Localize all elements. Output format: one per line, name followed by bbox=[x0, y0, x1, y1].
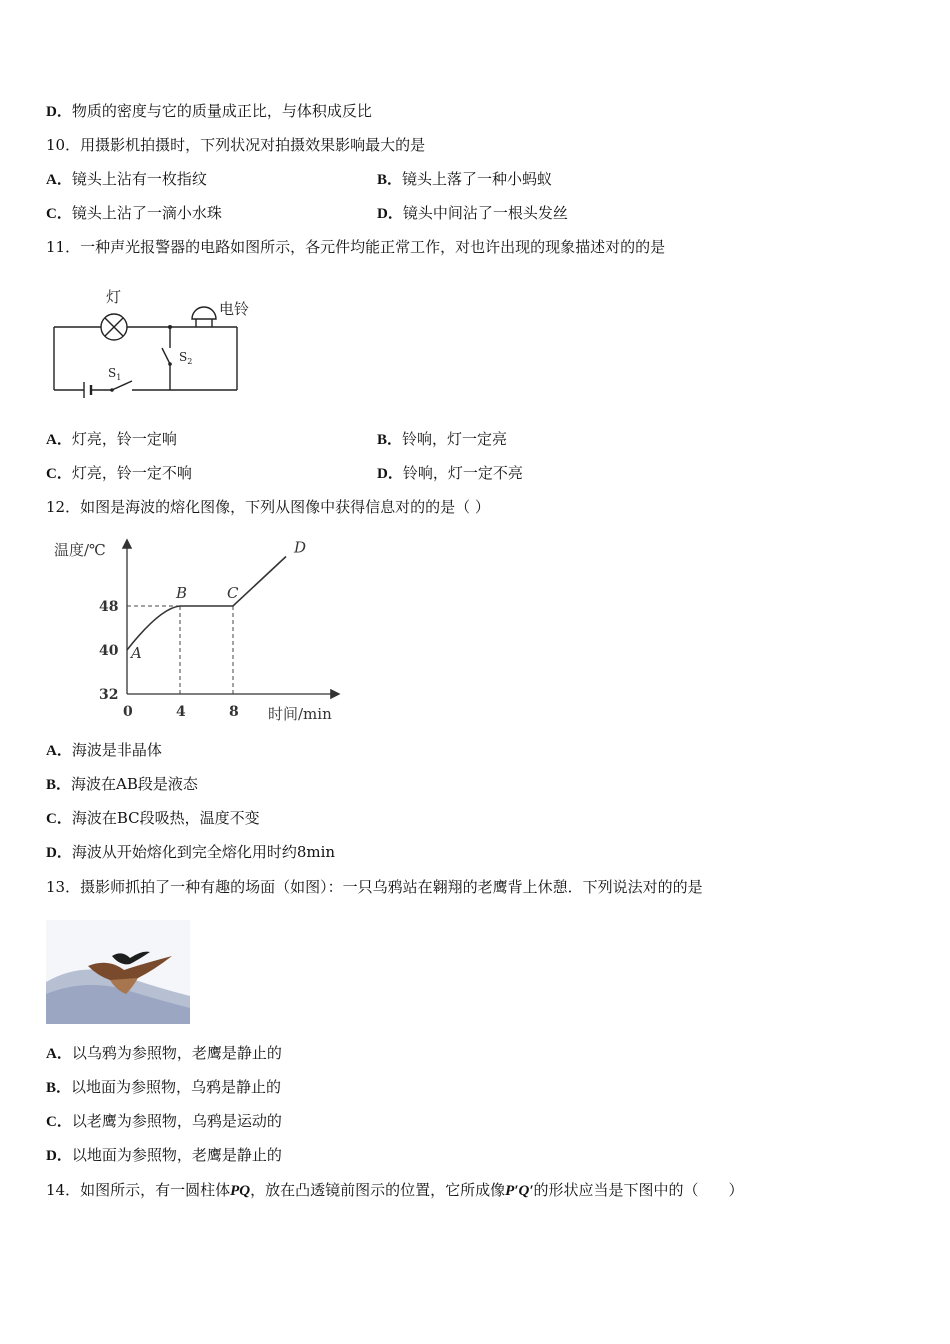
bell-label: 电铃 bbox=[219, 300, 250, 318]
option-text: 铃响，灯一定亮 bbox=[402, 430, 508, 448]
q13-option-d bbox=[46, 1145, 282, 1166]
option-label: D． bbox=[46, 1148, 72, 1164]
x-tick-label: 4 bbox=[176, 704, 186, 720]
q9-option-d bbox=[46, 101, 372, 122]
option-text: 镜头上沾有一枚指纹 bbox=[71, 170, 207, 188]
q12-stem: 12．如图是海波的熔化图像，下列从图像中获得信息对的的是（ ） bbox=[46, 498, 490, 516]
eagle-crow-photo bbox=[46, 920, 190, 1024]
q13-option-c bbox=[46, 1111, 282, 1132]
q10-option-c bbox=[46, 203, 222, 224]
melting-chart bbox=[46, 533, 356, 727]
q11-option-d bbox=[377, 463, 523, 484]
point-label-A: A bbox=[131, 644, 142, 662]
option-label: A． bbox=[46, 432, 72, 448]
q10-stem: 10．用摄影机拍摄时，下列状况对拍摄效果影响最大的是 bbox=[46, 136, 426, 154]
q11-option-c bbox=[46, 463, 192, 484]
option-label: C． bbox=[46, 1114, 72, 1130]
q11-stem: 11．一种声光报警器的电路如图所示，各元件均能正常工作，对也许出现的现象描述对的的是 bbox=[46, 238, 666, 256]
option-label: A． bbox=[46, 743, 72, 759]
option-label: B． bbox=[377, 172, 403, 188]
q12-option-c bbox=[46, 808, 260, 829]
stem-text: ，放在凸透镜前图示的位置，它所成像 bbox=[250, 1181, 506, 1199]
option-label: B． bbox=[377, 432, 403, 448]
lamp-icon bbox=[101, 314, 127, 340]
option-text: 以地面为参照物，老鹰是静止的 bbox=[71, 1146, 282, 1164]
option-label: D． bbox=[377, 466, 403, 482]
option-text: 海波从开始熔化到完全熔化用时约8min bbox=[71, 843, 336, 861]
option-text: 海波在AB段是液态 bbox=[71, 775, 198, 793]
option-label: C． bbox=[46, 466, 72, 482]
circuit-diagram bbox=[46, 282, 266, 400]
x-tick-label: 0 bbox=[123, 704, 133, 720]
option-label: C． bbox=[46, 811, 72, 827]
switch-s1-label: $S_1$ bbox=[108, 366, 122, 382]
q11-option-a bbox=[46, 429, 177, 450]
q11-option-b bbox=[377, 429, 507, 450]
q12-option-b bbox=[46, 774, 198, 795]
option-text: 灯亮，铃一定不响 bbox=[71, 464, 192, 482]
y-tick-label: 32 bbox=[99, 687, 119, 703]
x-tick-label: 8 bbox=[229, 704, 239, 720]
option-label: D． bbox=[46, 104, 72, 120]
option-text: 海波是非晶体 bbox=[71, 741, 162, 759]
option-label: A． bbox=[46, 1046, 72, 1062]
y-tick-label: 48 bbox=[99, 599, 119, 615]
option-text: 以地面为参照物，乌鸦是静止的 bbox=[71, 1078, 282, 1096]
option-text: 灯亮，铃一定响 bbox=[71, 430, 177, 448]
q14-stem bbox=[46, 1180, 744, 1201]
option-label: B． bbox=[46, 1080, 72, 1096]
switch-s2-contact bbox=[168, 362, 172, 366]
option-label: D． bbox=[46, 845, 72, 861]
q10-option-b bbox=[377, 169, 552, 190]
option-label: A． bbox=[46, 172, 72, 188]
option-label: D． bbox=[377, 206, 403, 222]
lamp-label: 灯 bbox=[106, 288, 122, 306]
option-text: 镜头上沾了一滴小水珠 bbox=[71, 204, 222, 222]
option-text: 以乌鸦为参照物，老鹰是静止的 bbox=[71, 1044, 282, 1062]
option-text: 物质的密度与它的质量成正比，与体积成反比 bbox=[71, 102, 372, 120]
option-text: 海波在BC段吸热，温度不变 bbox=[71, 809, 260, 827]
option-label: C． bbox=[46, 206, 72, 222]
stem-text: 的形状应当是下图中的（ ） bbox=[533, 1181, 744, 1199]
switch-s1-contact bbox=[110, 388, 114, 392]
option-text: 镜头上落了一种小蚂蚁 bbox=[402, 170, 553, 188]
q10-option-a bbox=[46, 169, 207, 190]
q12-option-d bbox=[46, 842, 335, 863]
stem-text: 14．如图所示，有一圆柱体 bbox=[46, 1181, 231, 1199]
q13-stem: 13．摄影师抓拍了一种有趣的场面（如图）：一只乌鸦站在翱翔的老鹰背上休憩．下列说法对的的是 bbox=[46, 878, 703, 896]
option-text: 镜头中间沾了一根头发丝 bbox=[402, 204, 568, 222]
option-label: B． bbox=[46, 777, 72, 793]
bell-icon bbox=[192, 307, 216, 319]
image-label: P′Q′ bbox=[505, 1183, 534, 1199]
q13-option-a bbox=[46, 1043, 282, 1064]
q10-option-d bbox=[377, 203, 568, 224]
point-label-D: D bbox=[294, 538, 307, 557]
x-axis-label: 时间/min bbox=[268, 705, 332, 723]
q12-option-a bbox=[46, 740, 162, 761]
option-text: 以老鹰为参照物，乌鸦是运动的 bbox=[71, 1112, 282, 1130]
object-label: PQ bbox=[230, 1183, 251, 1199]
junction-dot bbox=[168, 325, 172, 329]
switch-s2-label: $S_2$ bbox=[179, 350, 193, 366]
option-text: 铃响，灯一定不亮 bbox=[402, 464, 523, 482]
battery-icon bbox=[84, 382, 91, 398]
point-label-B: B bbox=[176, 584, 188, 602]
y-axis-label: 温度/℃ bbox=[54, 541, 106, 559]
series-line bbox=[127, 557, 286, 651]
point-label-C: C bbox=[227, 584, 239, 602]
y-tick-label: 40 bbox=[99, 643, 119, 659]
q13-option-b bbox=[46, 1077, 281, 1098]
